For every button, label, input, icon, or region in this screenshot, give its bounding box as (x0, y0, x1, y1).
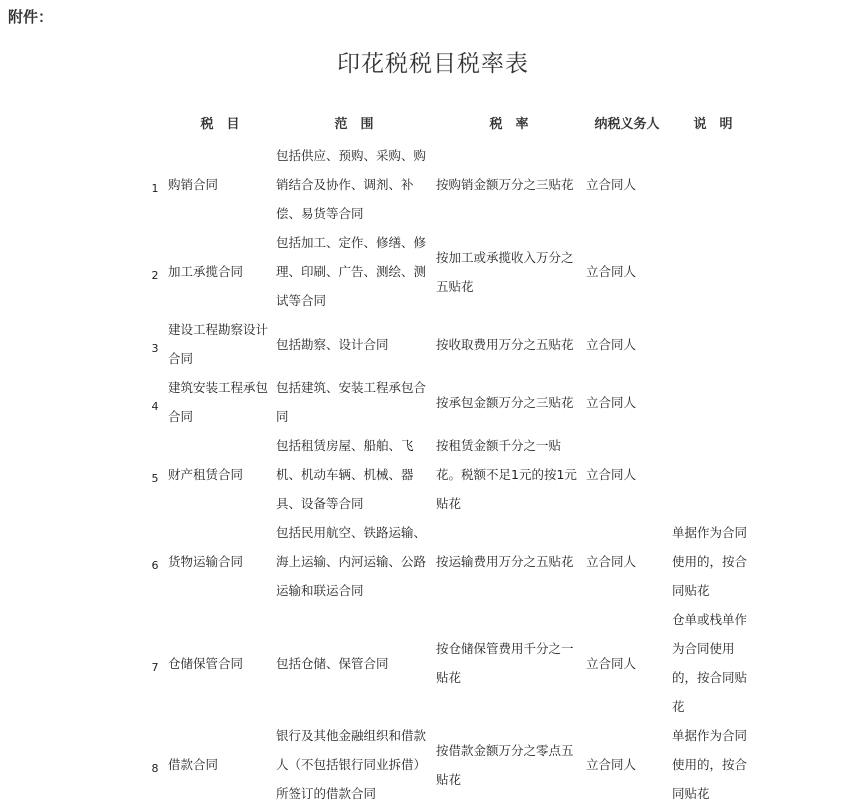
table-row (144, 373, 756, 431)
row-rate: 按租赁金额千分之一贴花。税额不足1元的按1元贴花 (436, 438, 577, 511)
row-taxpayer: 立合同人 (586, 394, 637, 410)
row-rate: 按承包金额万分之三贴花 (436, 394, 574, 410)
row-rate: 按运输费用万分之五贴花 (436, 554, 574, 569)
row-taxpayer: 立合同人 (586, 655, 637, 671)
row-number: 6 (151, 559, 159, 572)
row-note (670, 141, 756, 228)
row-number: 8 (151, 762, 159, 775)
row-item: 购销合同 (168, 177, 219, 192)
row-scope: 包括仓储、保管合同 (276, 655, 389, 671)
row-item: 建筑安装工程承包合同 (168, 380, 269, 424)
row-scope: 包括勘察、设计合同 (276, 336, 389, 352)
row-taxpayer: 立合同人 (586, 264, 637, 279)
row-number: 7 (151, 660, 159, 674)
table-row (144, 431, 756, 518)
table-row (144, 315, 756, 373)
header-number (144, 104, 166, 141)
row-item: 财产租赁合同 (168, 467, 244, 482)
row-scope: 包括供应、预购、采购、购销结合及协作、调剂、补偿、易货等合同 (276, 148, 427, 221)
attachment-label: 附件： (8, 8, 54, 26)
row-note (670, 315, 756, 373)
row-taxpayer: 立合同人 (586, 554, 637, 569)
row-note: 仓单或栈单作为合同使用的，按合同贴花 (672, 612, 748, 714)
row-number: 5 (151, 472, 159, 485)
header-taxpayer: 纳税义务人 (594, 117, 660, 132)
row-scope: 包括民用航空、铁路运输、海上运输、内河运输、公路运输和联运合同 (276, 525, 427, 598)
header-rate: 税 率 (489, 117, 529, 132)
row-rate: 按收取费用万分之五贴花 (436, 336, 574, 352)
row-scope: 银行及其他金融组织和借款人（不包括银行同业拆借）所签订的借款合同 (276, 728, 427, 801)
row-item: 货物运输合同 (168, 554, 244, 569)
row-item: 加工承揽合同 (168, 264, 244, 279)
header-item: 税 目 (200, 117, 240, 132)
row-item: 仓储保管合同 (168, 655, 244, 671)
row-taxpayer: 立合同人 (586, 467, 637, 482)
row-taxpayer: 立合同人 (586, 757, 637, 772)
row-note: 单据作为合同使用的，按合同贴花 (672, 525, 748, 598)
table-row (144, 518, 756, 605)
table-header-row (144, 104, 756, 141)
row-scope: 包括租赁房屋、船舶、飞机、机动车辆、机械、器具、设备等合同 (276, 438, 414, 511)
table-row (144, 721, 756, 808)
row-scope: 包括加工、定作、修缮、修理、印刷、广告、测绘、测试等合同 (276, 235, 427, 308)
row-note: 单据作为合同使用的，按合同贴花 (672, 728, 748, 801)
row-rate: 按仓储保管费用千分之一贴花 (436, 641, 574, 685)
table-row (144, 605, 756, 721)
row-taxpayer: 立合同人 (586, 336, 637, 352)
row-rate: 按购销金额万分之三贴花 (436, 177, 574, 192)
row-number: 4 (151, 399, 159, 413)
row-note (670, 228, 756, 315)
row-number: 2 (151, 269, 159, 282)
document-title: 印花税税目税率表 (337, 51, 529, 77)
row-number: 1 (151, 182, 159, 195)
header-note: 说 明 (693, 117, 733, 132)
table-row (144, 141, 756, 228)
row-note (670, 431, 756, 518)
row-rate: 按借款金额万分之零点五贴花 (436, 742, 574, 787)
row-number: 3 (151, 341, 159, 355)
table-row (144, 228, 756, 315)
row-item: 建设工程勘察设计合同 (168, 322, 269, 366)
row-item: 借款合同 (168, 757, 219, 772)
row-scope: 包括建筑、安装工程承包合同 (276, 380, 427, 424)
header-scope: 范 围 (334, 117, 374, 132)
stamp-duty-rate-table (144, 104, 756, 808)
row-taxpayer: 立合同人 (586, 177, 637, 192)
row-rate: 按加工或承揽收入万分之五贴花 (436, 249, 574, 294)
row-note (670, 373, 756, 431)
